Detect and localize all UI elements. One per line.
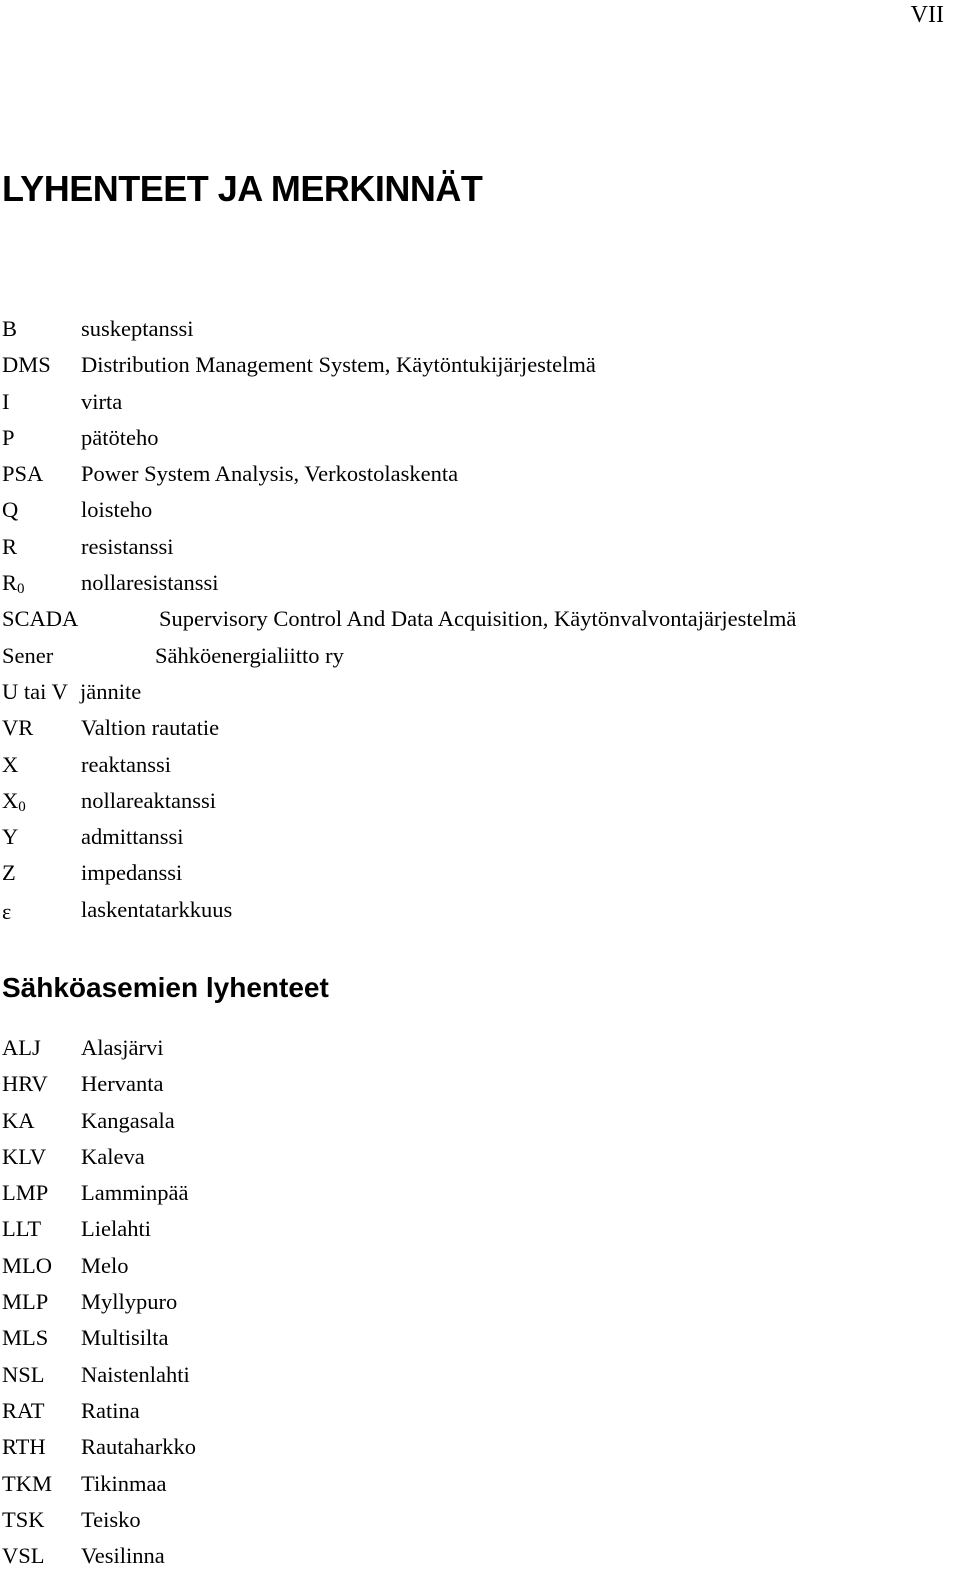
abbreviation-term-text: ε [2, 898, 12, 924]
abbreviation-term-text: Sener [2, 642, 54, 668]
abbreviation-term [2, 1323, 48, 1353]
abbreviation-term [2, 750, 18, 780]
abbreviation-term-text: MLS [2, 1325, 49, 1351]
abbreviation-definition: impedanssi [81, 860, 183, 886]
abbreviation-term [2, 314, 17, 344]
abbreviation-definition: Rautaharkko [81, 1434, 196, 1460]
abbreviation-term [2, 1214, 41, 1244]
abbreviation-term [2, 1469, 52, 1499]
abbreviation-term-text: RTH [2, 1434, 46, 1460]
abbreviation-term [2, 641, 53, 671]
abbreviation-definition: jännite [80, 678, 142, 704]
abbreviation-definition: Myllypuro [81, 1289, 178, 1315]
abbreviation-term-text: TKM [2, 1470, 52, 1496]
abbreviation-definition: Sähköenergialiitto ry [155, 642, 344, 668]
abbreviation-term [2, 858, 16, 888]
abbreviation-term [2, 495, 18, 525]
abbreviation-definition: Alasjärvi [81, 1035, 164, 1060]
abbreviation-term [2, 423, 15, 453]
abbreviation-term [2, 713, 33, 743]
abbreviation-term-text: R [2, 570, 18, 596]
abbreviation-definition: Multisilta [81, 1325, 169, 1351]
abbreviation-term [2, 1106, 35, 1136]
abbreviation-term [2, 1142, 46, 1172]
abbreviation-term [2, 786, 26, 822]
abbreviation-term-text: R [2, 533, 18, 559]
abbreviation-term-text: ALJ [2, 1035, 41, 1060]
abbreviation-term-text: Y [2, 824, 19, 850]
abbreviation-term [2, 1287, 48, 1317]
abbreviation-term [2, 1178, 48, 1208]
abbreviation-term-text: U tai V [2, 678, 68, 704]
abbreviation-definition: Vesilinna [81, 1543, 165, 1569]
abbreviation-term [2, 568, 25, 604]
abbreviation-definition: Power System Analysis, Verkostolaskenta [81, 461, 459, 487]
abbreviation-term-text: X [2, 751, 19, 777]
abbreviation-term-text: LLT [2, 1216, 42, 1242]
abbreviation-term [2, 677, 68, 707]
abbreviation-definition: resistanssi [81, 533, 174, 559]
abbreviation-definition: Valtion rautatie [81, 715, 220, 741]
abbreviation-subscript: 0 [18, 798, 26, 815]
abbreviation-definition: Hervanta [81, 1071, 164, 1097]
abbreviation-term [2, 1396, 45, 1426]
abbreviation-term [2, 1505, 45, 1535]
abbreviation-term-text: VR [2, 715, 34, 741]
abbreviation-definition: Kaleva [81, 1143, 145, 1169]
abbreviation-term [2, 1033, 41, 1063]
abbreviation-definition: Tikinmaa [81, 1470, 167, 1496]
section-title: Sähköasemien lyhenteet [2, 972, 329, 1003]
abbreviation-subscript: 0 [17, 581, 25, 598]
abbreviation-term [2, 1541, 45, 1571]
abbreviation-term [2, 897, 11, 927]
abbreviation-term-text: X [2, 787, 19, 813]
abbreviation-definition: Lamminpää [81, 1180, 189, 1206]
abbreviation-definition: Lielahti [81, 1216, 151, 1242]
abbreviation-term-text: TSK [2, 1506, 45, 1532]
abbreviation-term-text: VSL [2, 1543, 45, 1569]
page-number: VII [910, 2, 944, 28]
abbreviation-definition: virta [81, 388, 123, 414]
abbreviation-definition: Teisko [81, 1506, 141, 1532]
abbreviation-definition: loisteho [81, 497, 153, 523]
abbreviation-term [2, 350, 51, 380]
abbreviation-term-text: LMP [2, 1180, 49, 1206]
abbreviation-term-text: RAT [2, 1397, 45, 1423]
abbreviation-term [2, 1432, 46, 1462]
abbreviation-definition: laskentatarkkuus [81, 896, 233, 922]
abbreviation-term-text: NSL [2, 1361, 45, 1387]
abbreviation-definition: Ratina [81, 1397, 140, 1423]
abbreviation-definition: Supervisory Control And Data Acquisition, Käytönvalvontajärjestelmä [159, 606, 797, 632]
abbreviation-term [2, 532, 17, 562]
abbreviation-term-text: PSA [2, 461, 44, 487]
abbreviation-term-text: KLV [2, 1143, 47, 1169]
abbreviation-term-text: P [2, 424, 15, 450]
abbreviation-definition: admittanssi [81, 824, 184, 850]
abbreviation-term [2, 822, 18, 852]
abbreviation-definition: Distribution Management System, Käytöntukijärjestelmä [81, 352, 596, 378]
abbreviation-term [2, 387, 10, 417]
abbreviation-definition: suskeptanssi [81, 316, 194, 341]
abbreviation-term-text: I [2, 388, 10, 414]
abbreviation-term [2, 604, 78, 634]
abbreviation-term-text: KA [2, 1107, 35, 1133]
page-title: LYHENTEET JA MERKINNÄT [2, 168, 483, 209]
abbreviation-definition: nollaresistanssi [81, 570, 219, 596]
abbreviation-term-text: Q [2, 497, 19, 523]
abbreviation-term [2, 1069, 48, 1099]
abbreviation-definition: Kangasala [81, 1107, 175, 1133]
abbreviation-definition: pätöteho [81, 424, 159, 450]
abbreviation-term [2, 1360, 45, 1390]
abbreviation-definition: nollareaktanssi [81, 787, 216, 813]
abbreviation-definition: Melo [81, 1252, 129, 1278]
abbreviation-term-text: DMS [2, 352, 51, 378]
abbreviation-term-text: HRV [2, 1071, 48, 1097]
abbreviation-term [2, 459, 43, 489]
abbreviation-definition: reaktanssi [81, 751, 171, 777]
abbreviation-term [2, 1251, 52, 1281]
abbreviation-definition: Naistenlahti [81, 1361, 190, 1387]
abbreviation-term-text: SCADA [2, 606, 79, 632]
abbreviation-term-text: MLP [2, 1289, 49, 1315]
abbreviation-term-text: Z [2, 860, 16, 886]
abbreviation-term-text: MLO [2, 1252, 52, 1278]
abbreviation-term-text: B [2, 316, 18, 341]
